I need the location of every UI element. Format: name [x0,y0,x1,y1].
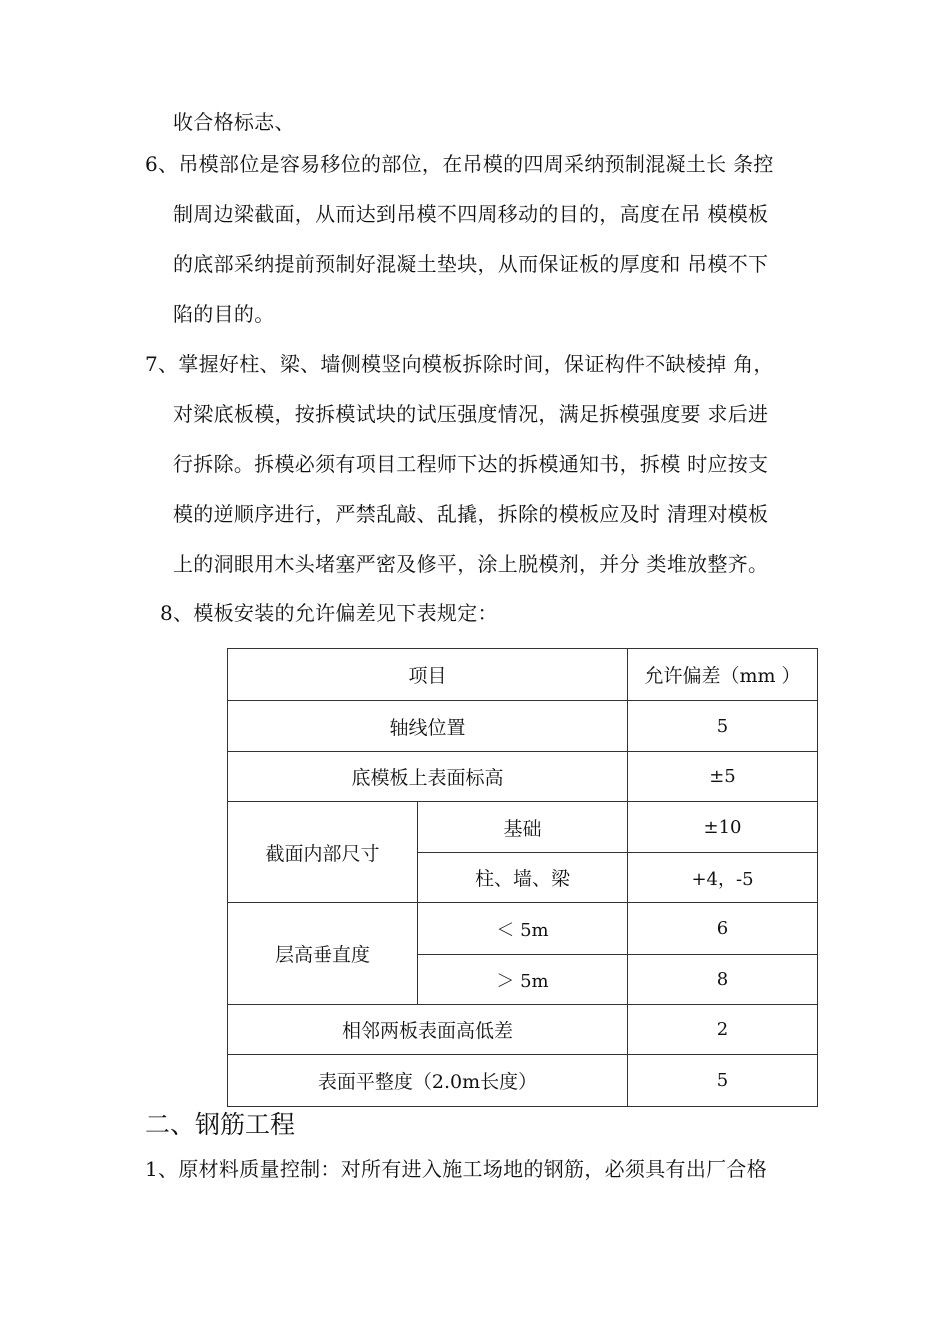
table-row [228,701,818,752]
table-cell: 柱、墙、梁 [418,853,628,903]
table-header-item: 项目 [228,649,628,701]
table-row [228,903,818,955]
paragraph-line: 6、吊模部位是容易移位的部位，在吊模的四周采纳预制混凝土长 条控 [145,152,774,176]
table-cell: 6 [628,903,818,955]
table-cell: 底模板上表面标高 [228,752,628,802]
table-cell: 相邻两板表面高低差 [228,1005,628,1055]
table-cell: 8 [628,955,818,1005]
table-cell: 层高垂直度 [228,903,418,1005]
table-row [228,1055,818,1107]
table-row [228,1005,818,1055]
table-cell: 表面平整度（2.0m长度） [228,1055,628,1107]
table-cell: ±10 [628,802,818,853]
table-cell: +4，-5 [628,853,818,903]
section-heading: 二、钢筋工程 [145,1110,296,1139]
table-cell: 2 [628,1005,818,1055]
table-cell: 轴线位置 [228,701,628,752]
paragraph-line: 8、模板安装的允许偏差见下表规定： [160,601,498,625]
tolerance-table [227,648,818,1107]
paragraph-line: 的底部采纳提前预制好混凝土垫块，从而保证板的厚度和 吊模不下 [173,252,769,276]
paragraph-line: 制周边梁截面，从而达到吊模不四周移动的目的，高度在吊 模模板 [173,202,769,226]
paragraph-line: 上的洞眼用木头堵塞严密及修平，涂上脱模剂，并分 类堆放整齐。 [173,552,769,576]
table-cell: 5 [628,1055,818,1107]
table-row [228,802,818,853]
table-row [228,752,818,802]
paragraph-line: 陷的目的。 [173,302,275,326]
table-cell: ＜ 5m [418,903,628,955]
table-cell: 基础 [418,802,628,853]
table-cell: ＞ 5m [418,955,628,1005]
table-cell: 5 [628,701,818,752]
paragraph-line: 收合格标志、 [173,110,295,134]
paragraph-line: 行拆除。拆模必须有项目工程师下达的拆模通知书，拆模 时应按支 [173,452,769,476]
paragraph-line: 对梁底板模，按拆模试块的试压强度情况，满足拆模强度要 求后进 [173,402,769,426]
paragraph-line: 模的逆顺序进行，严禁乱敲、乱撬，拆除的模板应及时 清理对模板 [173,502,769,526]
table-row [228,649,818,701]
paragraph-line: 1、原材料质量控制：对所有进入施工场地的钢筋，必须具有出厂合格 [145,1157,768,1181]
table-cell: ±5 [628,752,818,802]
table-header-tolerance: 允许偏差（mm ） [628,649,818,701]
paragraph-line: 7、掌握好柱、梁、墙侧模竖向模板拆除时间，保证构件不缺棱掉 角， [145,352,774,376]
table-cell: 截面内部尺寸 [228,802,418,903]
